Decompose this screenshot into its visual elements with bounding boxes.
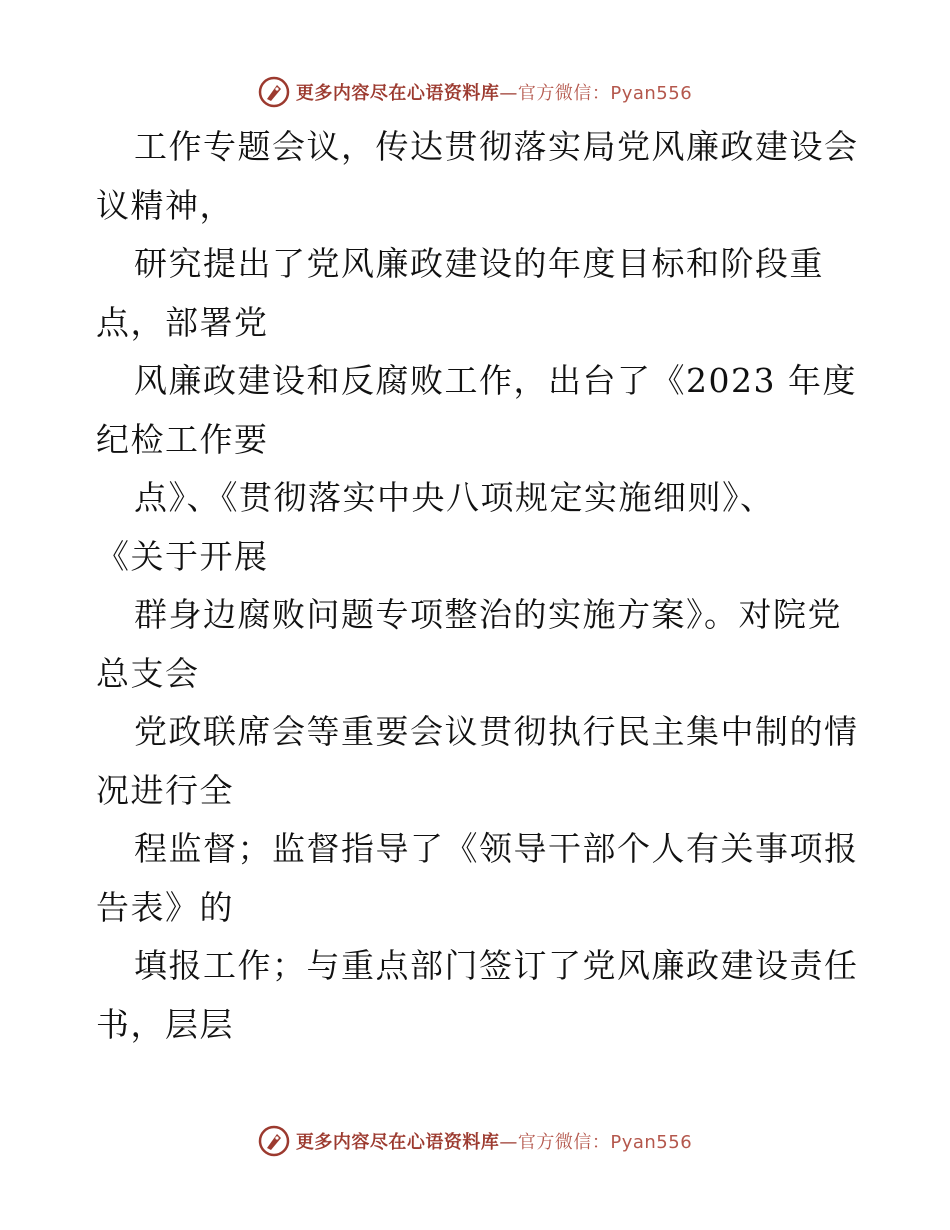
- watermark-title: 更多内容尽在心语资料库: [295, 83, 500, 104]
- text-line: 书，层层: [96, 1004, 234, 1044]
- text-line: 《关于开展: [96, 536, 269, 576]
- text-line: 工作专题会议，传达贯彻落实局党风廉政建设会: [134, 127, 859, 166]
- text-line: 风廉政建设和反腐败工作，出台了《2023 年度: [134, 361, 857, 400]
- text-line: 纪检工作要: [96, 419, 269, 459]
- text-line: 点，部署党: [96, 302, 269, 342]
- text-line: 告表》的: [96, 887, 234, 927]
- document-body: [96, 118, 859, 1054]
- text-line: 点》、《贯彻落实中央八项规定实施细则》、: [134, 478, 775, 517]
- watermark-title: 更多内容尽在心语资料库: [295, 1132, 500, 1153]
- footer-watermark: [0, 1121, 950, 1161]
- text-line: 党政联席会等重要会议贯彻执行民主集中制的情: [134, 712, 859, 751]
- watermark-dash: —: [499, 1132, 518, 1153]
- text-line: 程监督；监督指导了《领导干部个人有关事项报: [134, 829, 859, 868]
- watermark-contact: 官方微信：Pyan556: [517, 1132, 693, 1153]
- text-line: 群身边腐败问题专项整治的实施方案》。对院党: [134, 595, 842, 634]
- text-line: 总支会: [96, 653, 200, 693]
- watermark-contact: 官方微信：Pyan556: [517, 83, 693, 104]
- pen-nib-logo-icon: [258, 76, 290, 108]
- text-line: 议精神，: [96, 185, 234, 225]
- watermark-text: [296, 1128, 692, 1154]
- text-line: 况进行全: [96, 770, 234, 810]
- watermark-text: [296, 79, 692, 105]
- text-line: 研究提出了党风廉政建设的年度目标和阶段重: [134, 244, 824, 283]
- header-watermark: [0, 72, 950, 112]
- watermark-dash: —: [499, 83, 518, 104]
- text-line: 填报工作；与重点部门签订了党风廉政建设责任: [134, 946, 859, 985]
- pen-nib-logo-icon: [258, 1125, 290, 1157]
